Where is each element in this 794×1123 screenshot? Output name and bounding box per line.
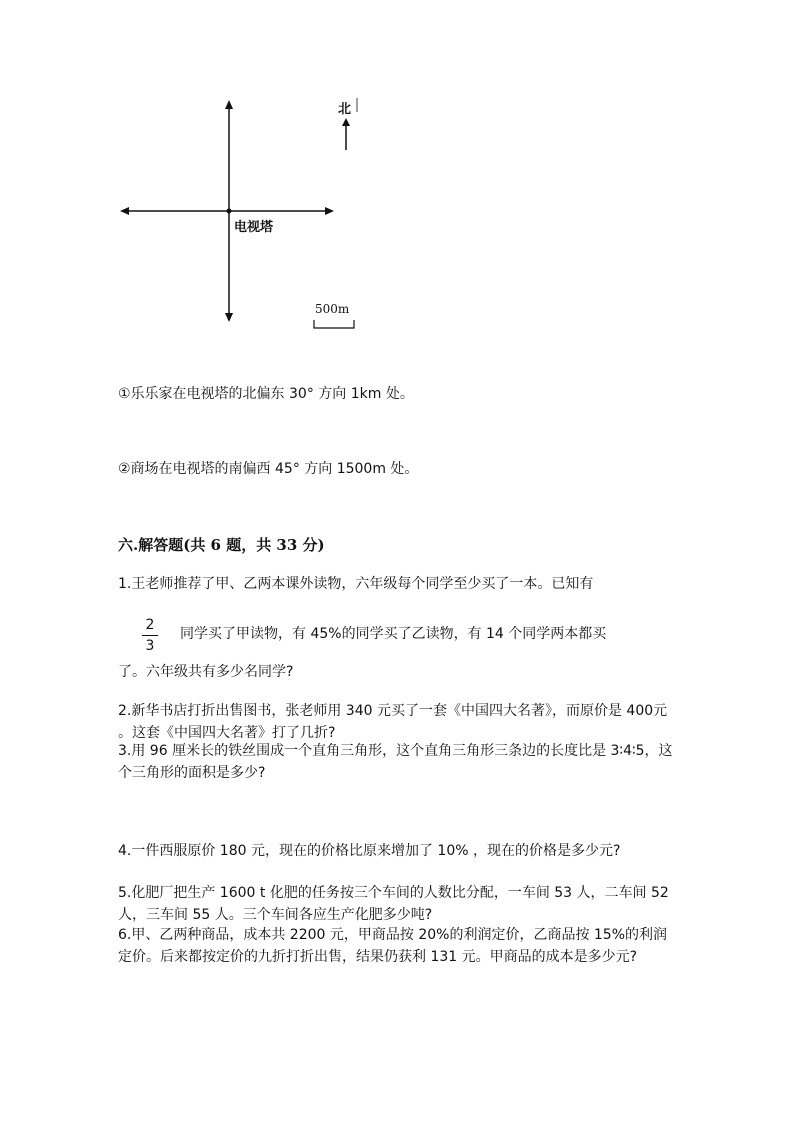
north-arrowhead [225, 100, 233, 109]
west-arrowhead [120, 207, 129, 215]
fraction-bar [142, 635, 158, 636]
east-arrowhead [325, 207, 334, 215]
question-6: 6.甲、乙两种商品，成本共 2200 元，甲商品按 20%的利润定价，乙商品按 15%的利润定价。后来都按定价的九折打折出售，结果仍获利 131 元。甲商品的成本是多少元? [118, 927, 668, 965]
tv-tower-label: 电视塔 [234, 220, 274, 235]
question-2: 2.新华书店打折出售图书，张老师用 340 元买了一套《中国四大名著》，而原价是 400元 。这套《中国四大名著》打了几折? [118, 703, 668, 741]
question-1-line-2: 同学买了甲读物，有 45%的同学买了乙读物，有 14 个同学两本都买 [180, 626, 607, 642]
south-arrowhead [225, 313, 233, 322]
north-indicator-arrowhead [342, 118, 350, 126]
question-1-line-3: 了。六年级共有多少名同学? [118, 664, 294, 680]
question-3: 3.用 96 厘米长的铁丝围成一个直角三角形，这个直角三角形三条边的长度比是 3∶4∶5，这个三角形的面积是多少? [118, 743, 673, 781]
task-item-1: ①乐乐家在电视塔的北偏东 30° 方向 1km 处。 [118, 386, 414, 402]
question-1-line-1: 1.王老师推荐了甲、乙两本课外读物，六年级每个同学至少买了一本。已知有 [118, 576, 594, 592]
scale-bar [314, 320, 354, 328]
scale-label: 500m [315, 302, 350, 316]
question-4: 4.一件西服原价 180 元，现在的价格比原来增加了 10% ，现在的价格是多少元? [118, 843, 621, 859]
question-5: 5.化肥厂把生产 1600 t 化肥的任务按三个车间的人数比分配，一车间 53 人，二车间 52 人，三车间 55 人。三个车间各应生产化肥多少吨? [118, 885, 669, 923]
direction-diagram [110, 90, 380, 340]
tv-tower-point [227, 209, 232, 214]
fraction-numerator: 2 [145, 617, 155, 633]
task-item-2: ②商场在电视塔的南偏西 45° 方向 1500m 处。 [118, 461, 419, 477]
section-title: 六.解答题(共 6 题，共 33 分) [118, 536, 325, 554]
fraction [142, 616, 158, 655]
north-label: 北 [338, 102, 352, 117]
fraction-denominator: 3 [145, 638, 155, 654]
